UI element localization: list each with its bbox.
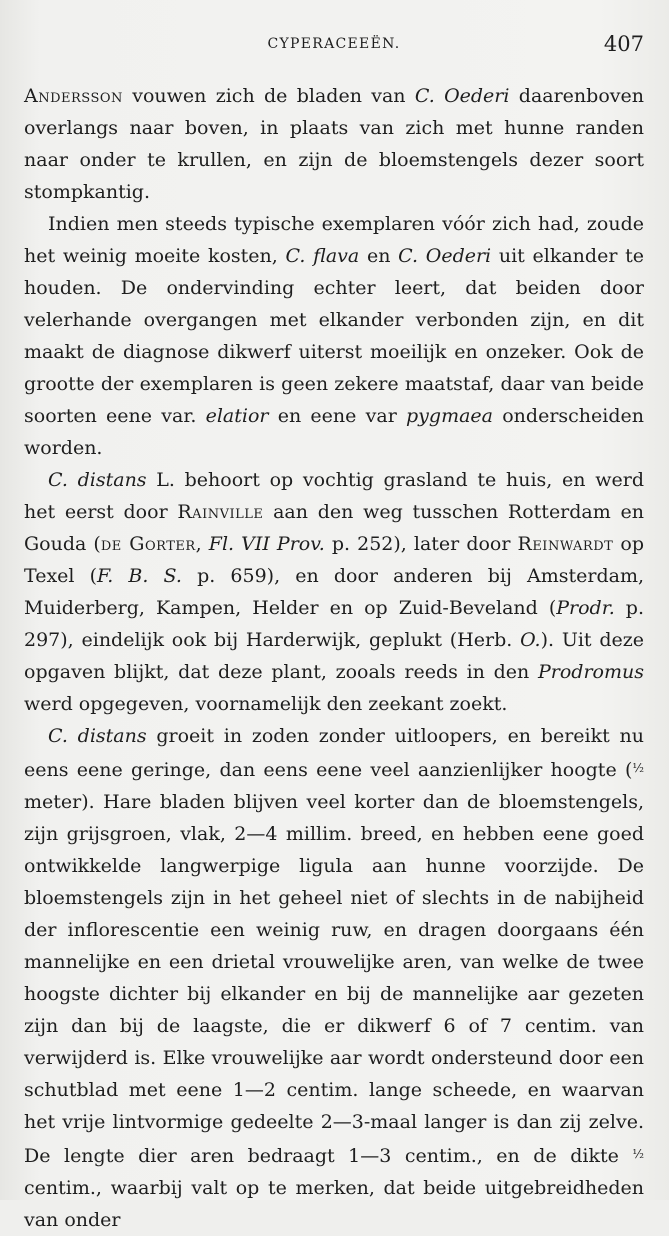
text-span: daarenboven overlangs naar boven, in plaats van zich met hunne randen naar onder te krullen, en zijn de bloemstengels dezer soort stompkantig. <box>24 85 644 203</box>
species-name: C. distans <box>48 725 147 747</box>
species-name: C. Oederi <box>414 85 510 107</box>
text-span: onderscheiden worden. <box>24 405 644 459</box>
citation-title: Fl. VII Prov. <box>208 533 325 555</box>
text-span: centim., waarbij valt op te merken, dat beide uitgebreidheden van onder <box>24 1177 644 1231</box>
text-span: p. 659), en door anderen bij Amsterdam, Muiderberg, Kampen, Helder en op Zuid-Beveland ( <box>24 565 645 619</box>
text-span: ). Uit deze opgaven blijkt, dat deze plant, zooals reeds in den <box>24 629 644 683</box>
fraction: ½ <box>632 761 644 775</box>
text-span: , <box>195 533 209 555</box>
citation-title: Prodr. <box>556 597 615 619</box>
paragraph-2 <box>24 208 644 464</box>
text-span: aan den weg tusschen Rotterdam en Gouda ( <box>24 501 644 555</box>
paragraph-4 <box>24 720 644 1236</box>
page-number: 407 <box>603 32 644 56</box>
species-name: C. distans <box>48 469 147 491</box>
author-name: de Gorter <box>100 533 196 555</box>
text-span: groeit in zoden zonder uitloopers, en bereikt nu eens eene geringe, dan eens eene veel aanzienlijker hoogte ( <box>24 725 644 781</box>
author-name: Reinwardt <box>517 533 614 555</box>
text-span: p. 297), eindelijk ook bij Harderwijk, geplukt (Herb. <box>24 597 644 651</box>
text-span: werd opgegeven, voornamelijk den zeekant zoekt. <box>24 693 508 715</box>
text-span: p. 252), later door <box>324 533 518 555</box>
citation-title: F. B. S. <box>97 565 182 587</box>
citation-title: Prodromus <box>538 661 644 683</box>
text-span: vouwen zich de bladen van <box>122 85 415 107</box>
fraction: ½ <box>632 1147 644 1161</box>
paragraph-1 <box>24 80 644 208</box>
text-span: Indien men steeds typische exemplaren vóór zich had, zoude het weinig moeite kosten, <box>24 213 644 267</box>
body-text <box>24 80 644 1236</box>
variety-name: pygmaea <box>406 405 493 427</box>
text-span: L. behoort op vochtig grasland te huis, en werd het eerst door <box>24 469 644 523</box>
herbarium-abbrev: O. <box>520 629 541 651</box>
species-name: C. flava <box>285 245 360 267</box>
species-name: C. Oederi <box>398 245 492 267</box>
text-span: op Texel ( <box>24 533 644 587</box>
text-span: en <box>359 245 399 267</box>
variety-name: elatior <box>205 405 269 427</box>
paragraph-3 <box>24 464 644 720</box>
page-header <box>24 32 644 58</box>
author-name: Andersson <box>24 85 123 107</box>
text-span: en eene var <box>268 405 407 427</box>
running-head: CYPERACEEËN. <box>267 36 401 52</box>
text-span: meter). Hare bladen blijven veel korter dan de bloemstengels, zijn grijsgroen, vlak, 2—4 millim. breed, en hebben eene goed ontwikkelde langwerpige ligula aan hunne voorzijde. De bloemstengels zijn in het geheel niet of slechts in de nabijheid der inflorescentie een weinig ruw, en dragen doorgaans één mannelijke en een drietal vrouwelijke aren, van welke de twee hoogste dichter bij elkander en bij de mannelijke aar gezeten zijn dan bij de laagste, die er dikwerf 6 of 7 centim. van verwijderd is. Elke vrouwelijke aar wordt ondersteund door een schutblad met eene 1—2 centim. lange scheede, en waarvan het vrije lintvormige gedeelte 2—3-maal langer is dan zij zelve. De lengte dier aren bedraagt 1—3 centim., en de dikte <box>24 791 644 1167</box>
text-span: uit elkander te houden. De ondervinding echter leert, dat beiden door velerhande overgangen met elkander verbonden zijn, en dit maakt de diagnose dikwerf uiterst moeilijk en onzeker. Ook de grootte der exemplaren is geen zekere maatstaf, daar van beide soorten eene var. <box>24 245 644 427</box>
author-name: Rainville <box>177 501 264 523</box>
